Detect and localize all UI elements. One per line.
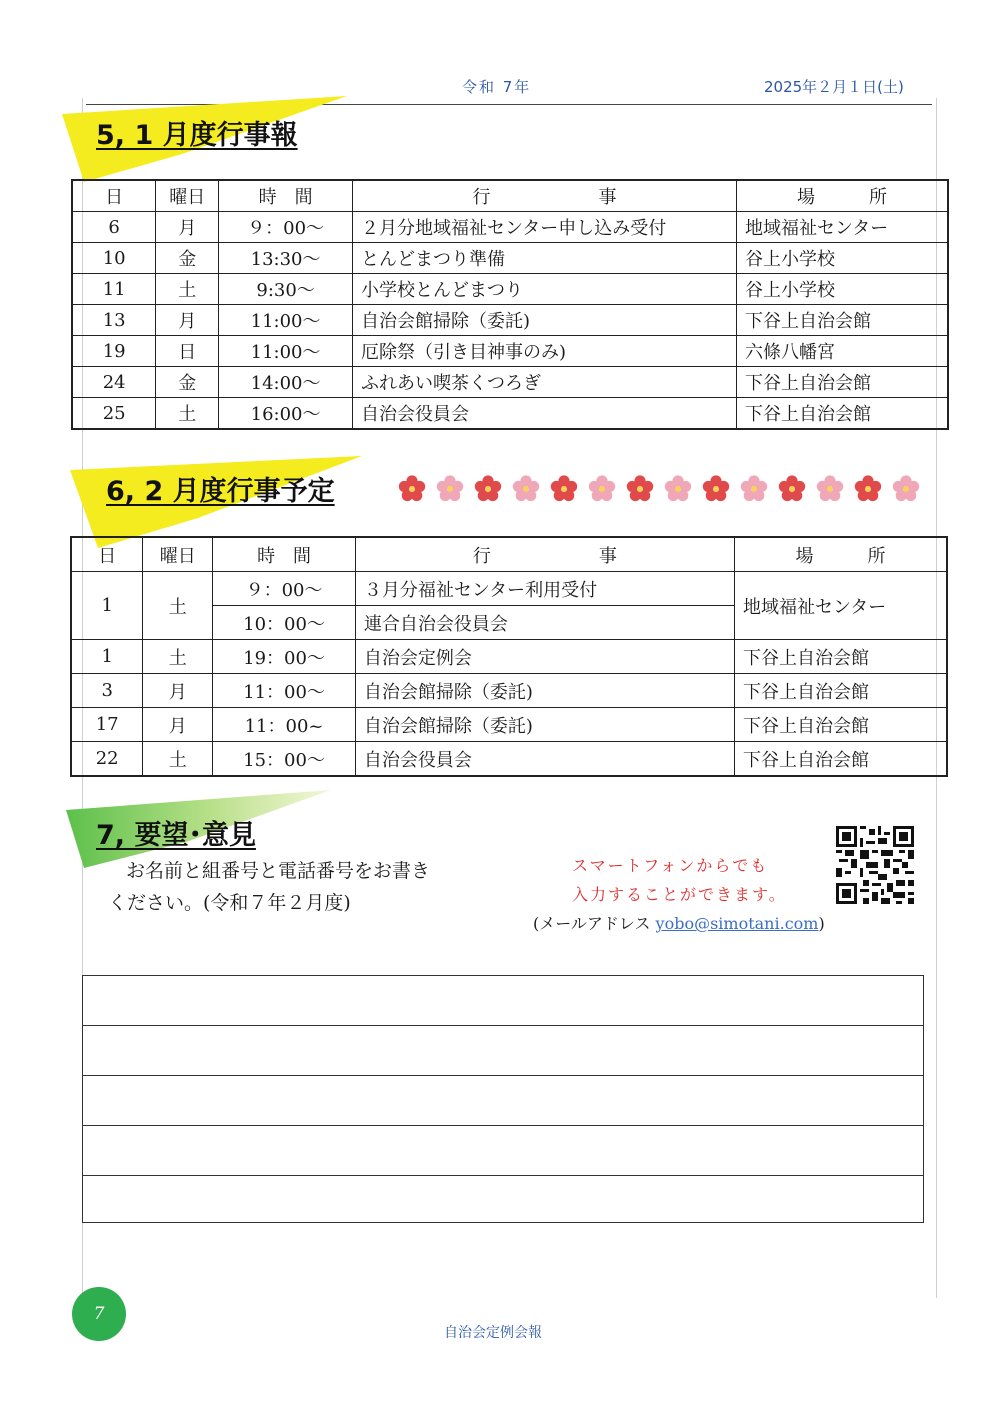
cell-weekday: 月 [156,305,219,336]
cell-place: 谷上小学校 [736,274,948,305]
cell-time: 14:00〜 [219,367,353,398]
smartphone-note-1: スマートフォンからでも [572,856,769,875]
cell-place: 谷上小学校 [736,243,948,274]
cell-day: 10 [72,243,156,274]
table-row [72,367,948,398]
section6-table [70,536,948,777]
col-place: 場 所 [736,180,948,212]
cell-event: 小学校とんどまつり [352,274,736,305]
cell-event: 連合自治会役員会 [355,606,734,640]
table-header-row [72,180,948,212]
table-row [71,640,947,674]
cell-day: 11 [72,274,156,305]
cell-event: ２月分地域福祉センター申し込み受付 [352,212,736,243]
cell-place: 下谷上自治会館 [736,367,948,398]
table-row [72,212,948,243]
cell-place: 六條八幡宮 [736,336,948,367]
section7-title: 7, 要望･意見 [96,820,256,851]
cell-weekday: 月 [156,212,219,243]
cell-event: ３月分福祉センター利用受付 [355,572,734,606]
table-row [72,398,948,430]
plum-blossom-border-icon [394,470,934,508]
instruction-line-2: ください。(令和７年２月度) [108,892,351,914]
cell-time: 9:30〜 [219,274,353,305]
col-weekday: 曜日 [156,180,219,212]
cell-day: 13 [72,305,156,336]
col-event: 行 事 [355,537,734,572]
cell-place: 下谷上自治会館 [734,640,947,674]
cell-weekday: 月 [143,708,213,742]
cell-weekday: 金 [156,367,219,398]
table-row [71,742,947,777]
table-row [71,708,947,742]
cell-time: ９：00〜 [213,572,356,606]
col-day: 日 [71,537,143,572]
cell-event: 自治会役員会 [352,398,736,430]
table-header-row [71,537,947,572]
cell-time: 11：00~ [213,708,356,742]
col-event: 行 事 [352,180,736,212]
footer-publication: 自治会定例会報 [444,1325,542,1341]
cell-event: 自治会館掃除（委託) [355,674,734,708]
cell-place: 下谷上自治会館 [734,674,947,708]
cell-weekday: 月 [143,674,213,708]
cell-event: ふれあい喫茶くつろぎ [352,367,736,398]
instruction-line-1: お名前と組番号と電話番号をお書き [126,860,431,882]
cell-time: 10：00〜 [213,606,356,640]
cell-event: とんどまつり準備 [352,243,736,274]
cell-day: 6 [72,212,156,243]
cell-place: 地域福祉センター [734,572,947,640]
cell-place: 下谷上自治会館 [736,398,948,430]
table-row [71,674,947,708]
cell-event: 自治会役員会 [355,742,734,777]
cell-weekday: 土 [143,742,213,777]
col-place: 場 所 [734,537,947,572]
table-row [72,243,948,274]
cell-weekday: 金 [156,243,219,274]
cell-day: 3 [71,674,143,708]
header-date: 2025年２月１日(土) [764,78,904,96]
col-day: 日 [72,180,156,212]
cell-time: 11:00〜 [219,305,353,336]
cell-day: 24 [72,367,156,398]
cell-time: 16:00〜 [219,398,353,430]
cell-place: 地域福祉センター [736,212,948,243]
cell-weekday: 日 [156,336,219,367]
cell-day: 22 [71,742,143,777]
cell-day: 1 [71,640,143,674]
cell-event: 自治会館掃除（委託) [355,708,734,742]
table-row [72,274,948,305]
cell-day: 19 [72,336,156,367]
cell-event: 厄除祭（引き目神事のみ) [352,336,736,367]
header-era: 令和 7年 [462,78,532,96]
section5-title: 5, 1 月度行事報 [96,120,298,151]
table-row [71,572,947,606]
writing-line[interactable] [83,1076,923,1126]
writing-line[interactable] [83,976,923,1026]
cell-event: 自治会館掃除（委託) [352,305,736,336]
cell-place: 下谷上自治会館 [734,742,947,777]
cell-time: 13:30〜 [219,243,353,274]
cell-time: 11：00〜 [213,674,356,708]
cell-place: 下谷上自治会館 [736,305,948,336]
col-weekday: 曜日 [143,537,213,572]
cell-weekday: 土 [156,398,219,430]
col-time: 時 間 [213,537,356,572]
cell-weekday: 土 [156,274,219,305]
section6-title: 6, 2 月度行事予定 [106,476,335,507]
cell-time: 19：00〜 [213,640,356,674]
writing-line[interactable] [83,1176,923,1225]
qr-code-icon[interactable] [836,826,914,904]
cell-day: 25 [72,398,156,430]
smartphone-note-2: 入力することができます。 [572,885,787,904]
section5-table [71,179,949,430]
mail-suffix: ) [818,914,825,933]
comment-writing-area[interactable] [82,975,924,1223]
cell-time: 15：00〜 [213,742,356,777]
page-number-badge: 7 [72,1287,126,1341]
cell-time: 11:00〜 [219,336,353,367]
mail-address-line [533,911,825,934]
table-row [72,336,948,367]
cell-day: 1 [71,572,143,640]
cell-day: 17 [71,708,143,742]
cell-weekday: 土 [143,640,213,674]
cell-time: ９：00〜 [219,212,353,243]
cell-place: 下谷上自治会館 [734,708,947,742]
col-time: 時 間 [219,180,353,212]
mail-prefix: (メールアドレス [533,914,656,933]
writing-line[interactable] [83,1026,923,1076]
mail-link[interactable]: yobo@simotani.com [655,914,819,933]
writing-line[interactable] [83,1126,923,1176]
cell-event: 自治会定例会 [355,640,734,674]
table-row [72,305,948,336]
cell-weekday: 土 [143,572,213,640]
